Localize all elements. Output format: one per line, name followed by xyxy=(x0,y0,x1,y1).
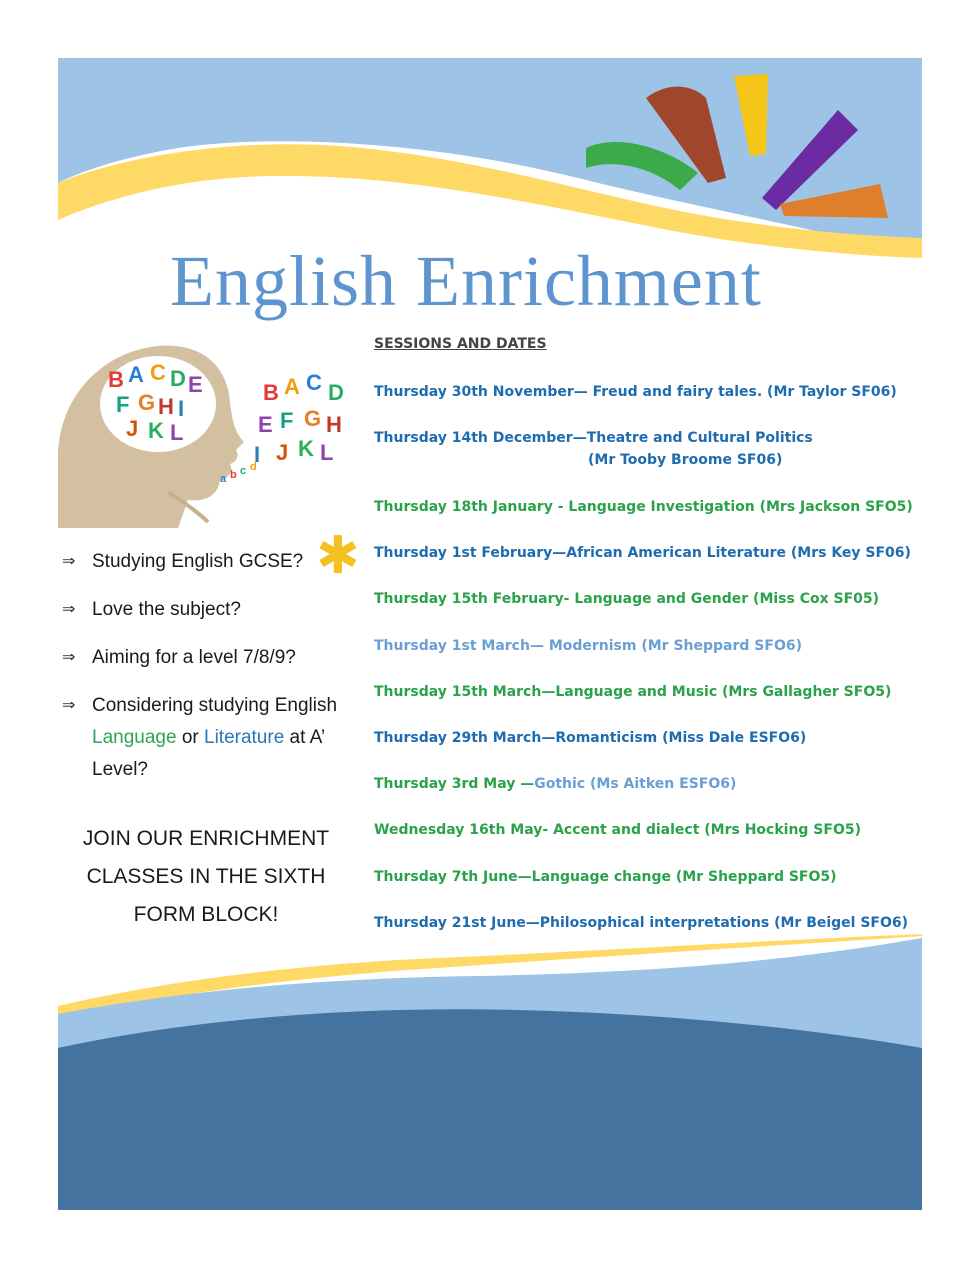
bullet-text: Love the subject? xyxy=(92,599,241,620)
session-item: Thursday 15th February- Language and Gender (Miss Cox SF05) xyxy=(374,591,880,607)
bullet-text: Considering studying English xyxy=(92,695,338,716)
svg-text:D: D xyxy=(170,366,186,391)
bullet-text: Aiming for a level 7/8/9? xyxy=(92,647,296,668)
right-arrow-icon: ⇒ xyxy=(62,697,76,714)
svg-text:L: L xyxy=(170,420,184,445)
session-item: Thursday 3rd May —Gothic (Ms Aitken ESFO6) xyxy=(374,776,737,792)
join-line: CLASSES IN THE SIXTH xyxy=(86,865,326,888)
svg-text:G: G xyxy=(304,406,322,431)
svg-text:C: C xyxy=(150,360,166,385)
svg-text:I: I xyxy=(178,396,185,421)
session-item: Thursday 1st March— Modernism (Mr Sheppard SFO6) xyxy=(374,638,802,654)
right-arrow-icon: ⇒ xyxy=(62,553,76,570)
sessions-list xyxy=(374,336,922,931)
svg-text:G: G xyxy=(138,390,156,415)
bullet-item xyxy=(62,642,362,674)
svg-text:a: a xyxy=(220,473,227,485)
page-title: English Enrichment xyxy=(170,241,762,321)
bullet-text: at A’ Level? xyxy=(92,727,325,780)
bottom-dark-wave xyxy=(58,1009,922,1210)
svg-text:d: d xyxy=(250,461,257,473)
session-item: Thursday 1st February—African American Literature (Mrs Key SF06) xyxy=(374,545,911,561)
session-item: Thursday 30th November— Freud and fairy tales. (Mr Taylor SF06) xyxy=(374,384,897,400)
session-item: Wednesday 16th May- Accent and dialect (Mrs Hocking SFO5) xyxy=(374,822,861,838)
bullet-item xyxy=(62,594,362,626)
svg-text:J: J xyxy=(126,416,139,441)
session-item: Thursday 7th June—Language change (Mr Sheppard SFO5) xyxy=(374,869,837,885)
session-item: Thursday 15th March—Language and Music (Mrs Gallagher SFO5) xyxy=(374,684,892,700)
svg-text:B: B xyxy=(263,380,279,405)
literature-word: Literature xyxy=(204,727,285,748)
flyer-page xyxy=(58,58,922,1210)
sessions-heading: SESSIONS AND DATES xyxy=(374,336,547,352)
svg-text:A: A xyxy=(128,362,144,387)
svg-text:F: F xyxy=(280,408,294,433)
session-item: Thursday 18th January - Language Investigation (Mrs Jackson SFO5) xyxy=(374,499,913,515)
svg-text:D: D xyxy=(328,380,344,405)
session-item: Thursday 29th March—Romanticism (Miss Dale ESFO6) xyxy=(374,730,807,746)
svg-text:B: B xyxy=(108,367,124,392)
right-arrow-icon: ⇒ xyxy=(62,649,76,666)
svg-text:E: E xyxy=(188,372,203,397)
svg-text:J: J xyxy=(276,440,289,465)
join-callout xyxy=(58,820,354,934)
svg-text:C: C xyxy=(306,370,322,395)
language-word: Language xyxy=(92,727,177,748)
session-item: Thursday 21st June—Philosophical interpretations (Mr Beigel SFO6) xyxy=(374,915,909,931)
svg-text:b: b xyxy=(230,469,237,481)
asterisk-icon: ✱ xyxy=(316,526,360,586)
bullet-text: or xyxy=(176,727,204,748)
bullet-text: Studying English GCSE? xyxy=(92,551,304,572)
session-item: Thursday 14th December—Theatre and Cultural Politics (Mr Tooby Broome SF06) xyxy=(374,430,813,468)
svg-text:E: E xyxy=(258,412,273,437)
svg-text:K: K xyxy=(298,436,314,461)
svg-text:H: H xyxy=(326,412,342,437)
join-line: FORM BLOCK! xyxy=(133,903,279,926)
bullet-item xyxy=(62,690,362,786)
right-arrow-icon: ⇒ xyxy=(62,601,76,618)
speaking-head-with-letters-icon xyxy=(58,342,358,528)
join-line: JOIN OUR ENRICHMENT xyxy=(82,827,330,850)
svg-text:L: L xyxy=(320,440,334,465)
svg-text:K: K xyxy=(148,418,164,443)
svg-text:A: A xyxy=(284,374,300,399)
svg-text:H: H xyxy=(158,394,174,419)
svg-text:F: F xyxy=(116,392,130,417)
svg-text:I: I xyxy=(254,442,261,467)
svg-text:c: c xyxy=(240,465,247,477)
